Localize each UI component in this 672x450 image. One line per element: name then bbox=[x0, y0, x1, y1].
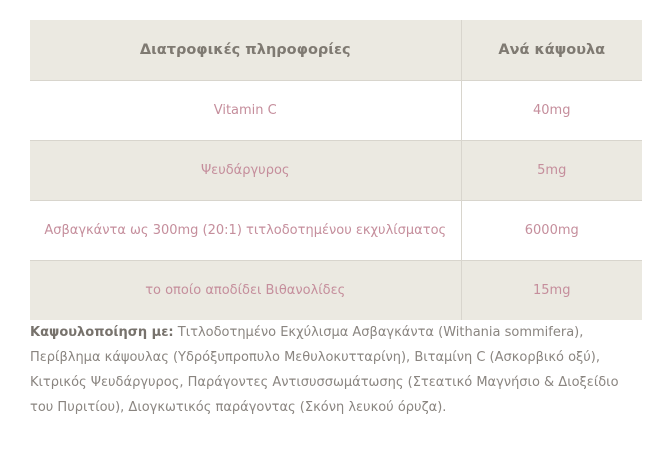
nutrient-name: Ασβαγκάντα ως 300mg (20:1) τιτλοδοτημένου εκχυλίσματος bbox=[30, 200, 461, 260]
table-row bbox=[30, 80, 642, 140]
header-per-capsule: Ανά κάψουλα bbox=[461, 20, 642, 80]
nutrient-name: Ψευδάργυρος bbox=[30, 140, 461, 200]
nutrient-amount: 6000mg bbox=[461, 200, 642, 260]
nutrient-name: Vitamin C bbox=[30, 80, 461, 140]
nutrient-amount: 15mg bbox=[461, 260, 642, 320]
ingredients-text: Τιτλοδοτημένο Εκχύλισμα Ασβαγκάντα (Withania sommifera), Περίβλημα κάψουλας (Υδρόξυπροπυλο Μεθυλοκυτταρίνη), Βιταμίνη C (Ασκορβικό οξύ), Κιτρικός Ψευδάργυρος, Παράγοντες Αντισυσσωμάτωσης (Στεατικό Μαγνήσιο & Διοξείδιο του Πυριτίου), Διογκωτικός παράγοντας (Σκόνη λευκού όρυζα). bbox=[30, 325, 619, 415]
ingredients-label: Καψουλοποίηση με: bbox=[30, 325, 174, 340]
header-nutrition-info: Διατροφικές πληροφορίες bbox=[30, 20, 461, 80]
table-row bbox=[30, 140, 642, 200]
nutrient-amount: 5mg bbox=[461, 140, 642, 200]
table-header-row bbox=[30, 20, 642, 80]
table-row bbox=[30, 260, 642, 320]
nutrition-table bbox=[30, 20, 642, 320]
table-row bbox=[30, 200, 642, 260]
nutrient-name: το οποίο αποδίδει Βιθανολίδες bbox=[30, 260, 461, 320]
nutrient-amount: 40mg bbox=[461, 80, 642, 140]
ingredients-paragraph bbox=[30, 320, 642, 420]
